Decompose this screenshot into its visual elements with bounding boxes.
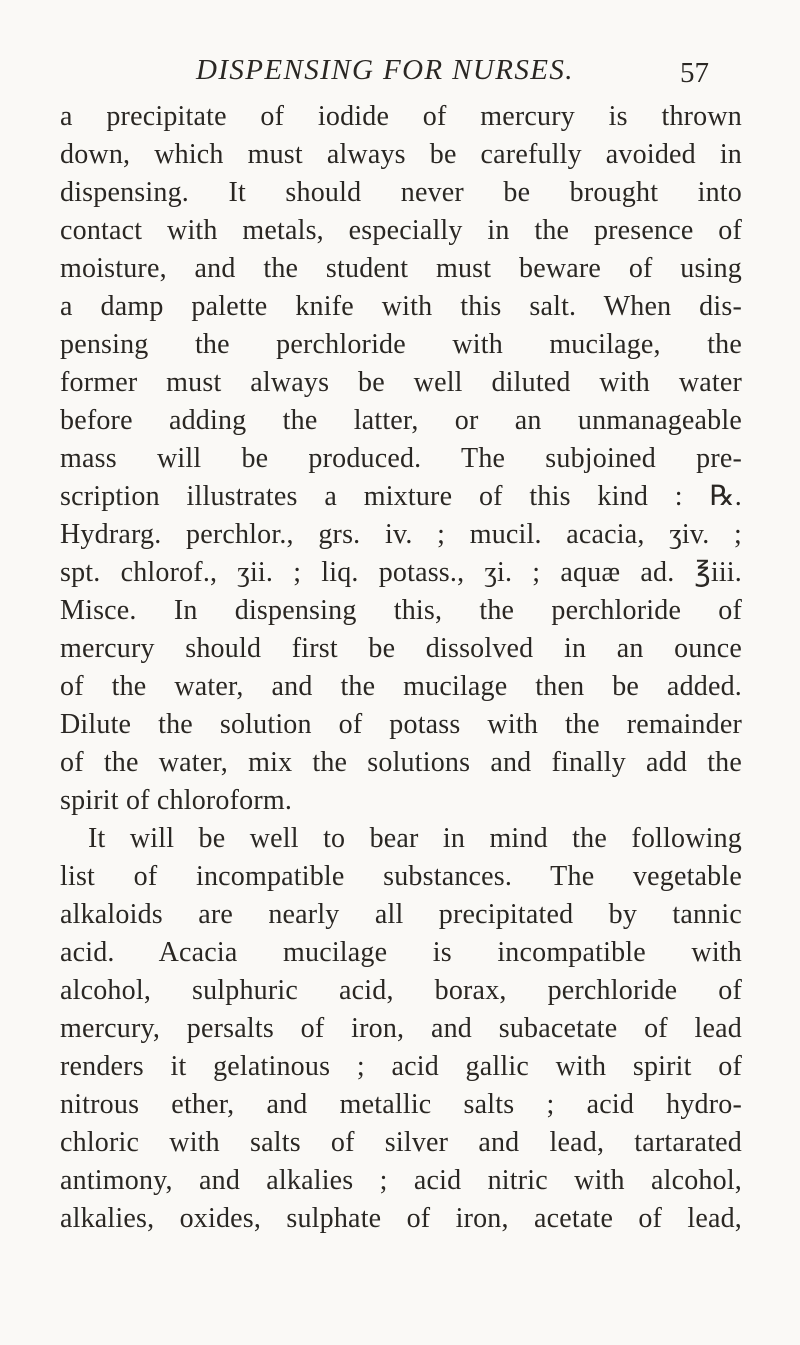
page-header [0,54,800,94]
text-line: down, which must always be carefully avoided in [60,139,742,170]
text-line: spirit of chloroform. [60,785,293,816]
text-line: spt. chlorof., ʒii. ; liq. potass., ʒi. ; aquæ ad. ℥iii. [60,557,742,588]
text-line: dispensing. It should never be brought into [60,177,742,208]
paragraph-1 [60,98,742,820]
text-line: Hydrarg. perchlor., grs. iv. ; mucil. acacia, ʒiv. ; [60,519,742,550]
text-line: mercury should first be dissolved in an ounce [60,633,742,664]
text-line: acid. Acacia mucilage is incompatible with [60,937,742,968]
text-line: of the water, mix the solutions and finally add the [60,747,742,778]
text-line: nitrous ether, and metallic salts ; acid hydro- [60,1089,742,1120]
text-line: It will be well to bear in mind the following [88,823,742,854]
text-line: contact with metals, especially in the presence of [60,215,742,246]
text-line: former must always be well diluted with water [60,367,742,398]
text-line: list of incompatible substances. The vegetable [60,861,742,892]
body-text [60,98,742,1238]
text-line: renders it gelatinous ; acid gallic with spirit of [60,1051,742,1082]
running-title: DISPENSING FOR NURSES. [196,54,574,86]
text-line: a damp palette knife with this salt. When dis- [60,291,742,322]
text-line: moisture, and the student must beware of using [60,253,742,284]
text-line: alcohol, sulphuric acid, borax, perchloride of [60,975,742,1006]
text-line: alkalies, oxides, sulphate of iron, acetate of lead, [60,1203,742,1234]
text-line: chloric with salts of silver and lead, tartarated [60,1127,742,1158]
text-line: Dilute the solution of potass with the remainder [60,709,742,740]
text-line: Misce. In dispensing this, the perchloride of [60,595,742,626]
text-line: a precipitate of iodide of mercury is thrown [60,101,742,132]
text-line: mercury, persalts of iron, and subacetate of lead [60,1013,742,1044]
page-number: 57 [680,57,709,89]
text-line: pensing the perchloride with mucilage, the [60,329,742,360]
text-line: alkaloids are nearly all precipitated by tannic [60,899,742,930]
text-line: scription illustrates a mixture of this kind : ℞. [60,481,742,512]
text-line: antimony, and alkalies ; acid nitric with alcohol, [60,1165,742,1196]
text-line: mass will be produced. The subjoined pre- [60,443,742,474]
text-line: of the water, and the mucilage then be added. [60,671,742,702]
text-line: before adding the latter, or an unmanageable [60,405,742,436]
paragraph-2 [60,820,742,1238]
